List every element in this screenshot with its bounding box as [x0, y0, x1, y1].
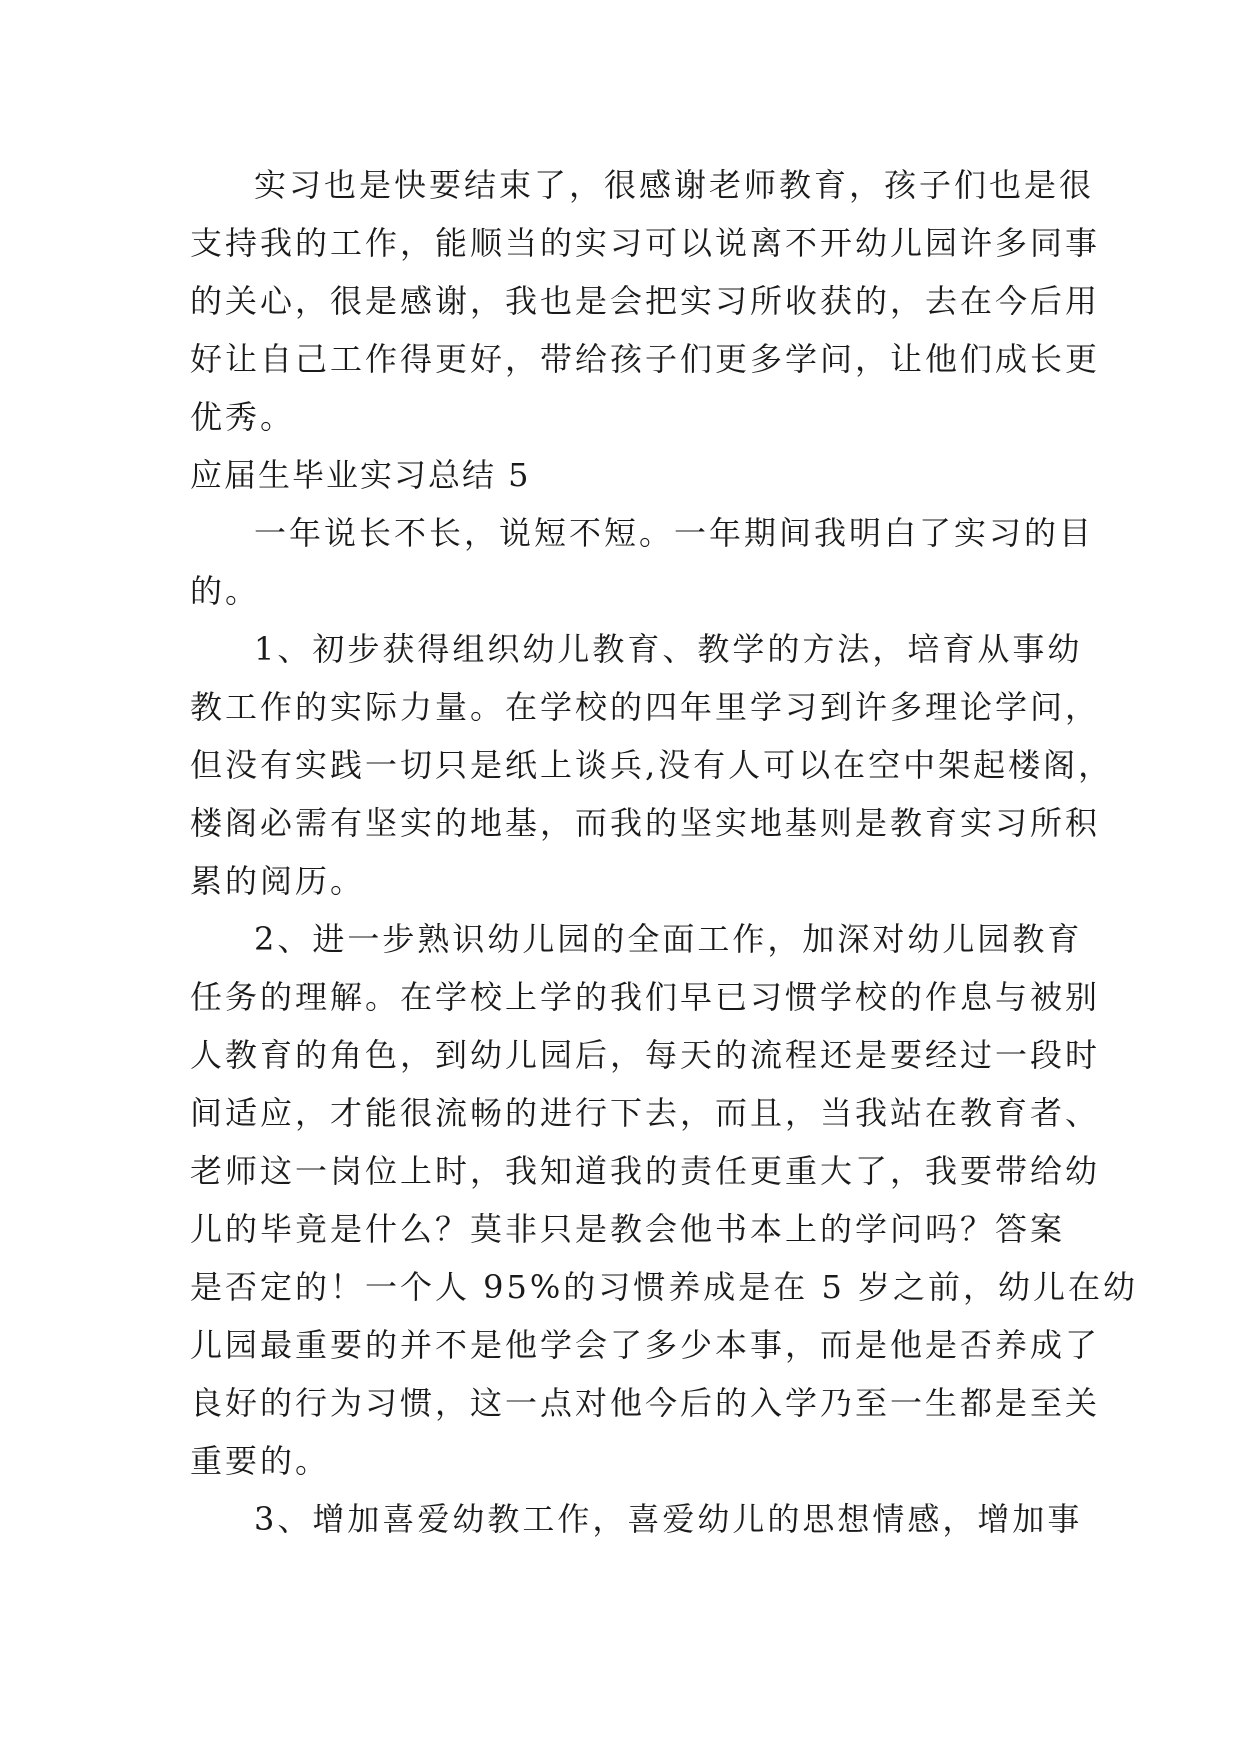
paragraph-line: 良好的行为习惯，这一点对他今后的入学乃至一生都是至关 — [190, 1384, 1101, 1422]
paragraph-line: 人教育的角色，到幼儿园后，每天的流程还是要经过一段时 — [190, 1036, 1101, 1074]
paragraph-line: 支持我的工作，能顺当的实习可以说离不开幼儿园许多同事 — [190, 224, 1101, 262]
paragraph-line: 儿园最重要的并不是他学会了多少本事，而是他是否养成了 — [190, 1326, 1101, 1364]
paragraph-line: 好让自己工作得更好，带给孩子们更多学问，让他们成长更 — [190, 340, 1101, 378]
paragraph-line: 任务的理解。在学校上学的我们早已习惯学校的作息与被别 — [190, 978, 1101, 1016]
paragraph-line: 3、增加喜爱幼教工作，喜爱幼儿的思想情感，增加事 — [254, 1500, 1083, 1538]
paragraph-line: 儿的毕竟是什么？莫非只是教会他书本上的学问吗？答案 — [190, 1210, 1066, 1248]
paragraph-line: 是否定的！一个人 95%的习惯养成是在 5 岁之前，幼儿在幼 — [190, 1268, 1139, 1306]
paragraph-line: 的。 — [190, 572, 261, 610]
paragraph-line: 重要的。 — [190, 1442, 331, 1480]
paragraph-line: 一年说长不长，说短不短。一年期间我明白了实习的目 — [254, 514, 1095, 552]
paragraph-line: 优秀。 — [190, 398, 296, 436]
paragraph-line: 的关心，很是感谢，我也是会把实习所收获的，去在今后用 — [190, 282, 1101, 320]
paragraph-line: 教工作的实际力量。在学校的四年里学习到许多理论学问， — [190, 688, 1101, 726]
paragraph-line: 楼阁必需有坚实的地基，而我的坚实地基则是教育实习所积 — [190, 804, 1101, 842]
paragraph-line: 1、初步获得组织幼儿教育、教学的方法，培育从事幼 — [254, 630, 1083, 668]
paragraph-line: 2、进一步熟识幼儿园的全面工作，加深对幼儿园教育 — [254, 920, 1083, 958]
paragraph-line: 老师这一岗位上时，我知道我的责任更重大了，我要带给幼 — [190, 1152, 1101, 1190]
section-heading: 应届生毕业实习总结 5 — [190, 456, 531, 494]
document-body — [190, 156, 1139, 1548]
paragraph-line: 累的阅历。 — [190, 862, 366, 900]
paragraph-line: 但没有实践一切只是纸上谈兵,没有人可以在空中架起楼阁， — [190, 746, 1114, 784]
paragraph-line: 间适应，才能很流畅的进行下去，而且，当我站在教育者、 — [190, 1094, 1101, 1132]
paragraph-line: 实习也是快要结束了，很感谢老师教育，孩子们也是很 — [254, 166, 1095, 204]
